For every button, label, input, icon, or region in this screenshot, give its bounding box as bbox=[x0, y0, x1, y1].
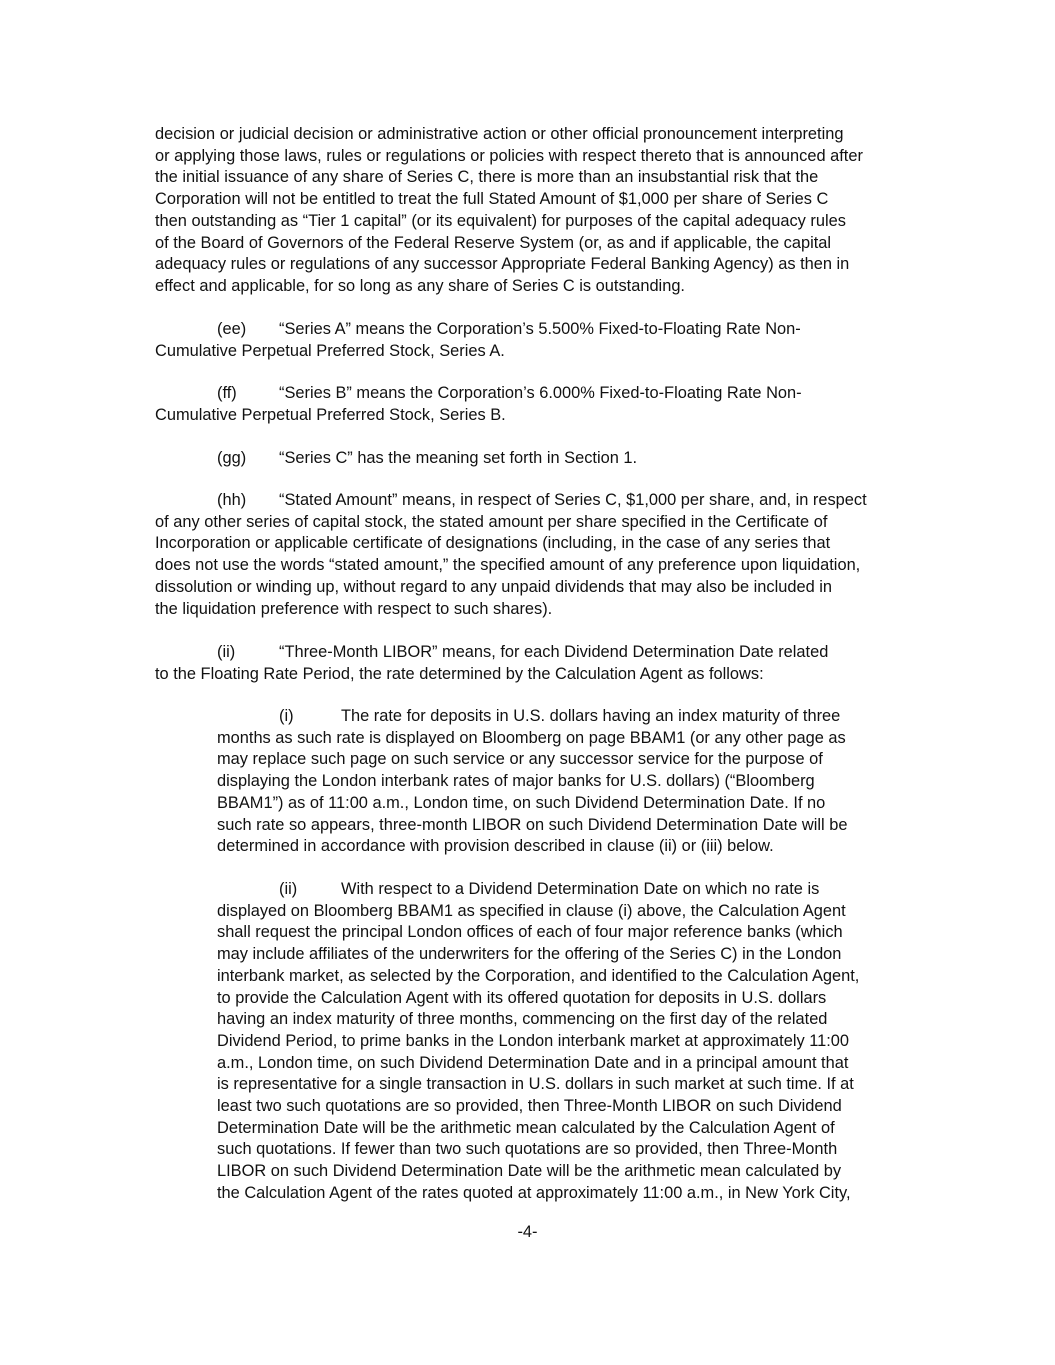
subparagraph-ii-i bbox=[217, 706, 903, 858]
paragraph-label: (hh) bbox=[217, 491, 247, 509]
text-line: Cumulative Perpetual Preferred Stock, Series B. bbox=[155, 405, 506, 424]
text-line: determined in accordance with provision described in clause (ii) or (iii) below. bbox=[217, 837, 774, 856]
text-line: displaying the London interbank rates of major banks for U.S. dollars) (“Bloomberg bbox=[217, 772, 815, 791]
text-line: having an index maturity of three months, commencing on the first day of the related bbox=[217, 1010, 828, 1029]
text-line: may include affiliates of the underwriters for the offering of the Series C) in the London bbox=[217, 945, 842, 964]
paragraph-label: (ff) bbox=[217, 384, 237, 402]
paragraph-label: (i) bbox=[279, 707, 294, 725]
text-line: interbank market, as selected by the Corporation, and identified to the Calculation Agent, bbox=[217, 966, 860, 985]
text-line: does not use the words “stated amount,” the specified amount of any preference upon liquidation, bbox=[155, 556, 861, 575]
paragraph-hh bbox=[155, 490, 903, 620]
text-line: displayed on Bloomberg BBAM1 as specified in clause (i) above, the Calculation Agent bbox=[217, 901, 846, 920]
subparagraph-ii-ii bbox=[217, 879, 903, 1205]
text-line: Determination Date will be the arithmetic mean calculated by the Calculation Agent of bbox=[217, 1118, 835, 1137]
page-number: -4- bbox=[517, 1223, 538, 1241]
text-line: shall request the principal London offices of each of four major reference banks (which bbox=[217, 923, 843, 942]
text-line: (i) The rate for deposits in U.S. dollars having an index maturity of three bbox=[217, 706, 903, 728]
paragraph-gg bbox=[155, 448, 903, 470]
text-line: is representative for a single transaction in U.S. dollars in such market at such time. If at bbox=[217, 1075, 854, 1094]
text-line: Dividend Period, to prime banks in the London interbank market at approximately 11:00 bbox=[217, 1031, 850, 1050]
text-line: decision or judicial decision or administrative action or other official pronouncement interpreting bbox=[155, 125, 844, 143]
text-line: Corporation will not be entitled to treat the full Stated Amount of $1,000 per share of Series C bbox=[155, 190, 829, 209]
text-line: (ii) “Three-Month LIBOR” means, for each Dividend Determination Date related bbox=[155, 642, 903, 664]
text-line: Cumulative Perpetual Preferred Stock, Series A. bbox=[155, 341, 505, 360]
paragraph-label: (ee) bbox=[217, 320, 247, 338]
paragraph-ff bbox=[155, 383, 903, 426]
text-line: then outstanding as “Tier 1 capital” (or its equivalent) for purposes of the capital adequacy rules bbox=[155, 211, 846, 230]
text-line: (ii) With respect to a Dividend Determination Date on which no rate is bbox=[217, 879, 903, 901]
paragraph-label: (gg) bbox=[217, 449, 247, 467]
text-line: Incorporation or applicable certificate of designations (including, in the case of any series that bbox=[155, 534, 831, 553]
text-line: (hh) “Stated Amount” means, in respect of Series C, $1,000 per share, and, in respect bbox=[155, 490, 903, 512]
text-line: least two such quotations are so provided, then Three-Month LIBOR on such Dividend bbox=[217, 1097, 842, 1116]
text-line: or applying those laws, rules or regulations or policies with respect thereto that is announced after bbox=[155, 146, 863, 165]
paragraph-ee bbox=[155, 319, 903, 362]
text-line: the initial issuance of any share of Series C, there is more than an insubstantial risk that the bbox=[155, 168, 819, 187]
text-line: may replace such page on such service or any successor service for the purpose of bbox=[217, 750, 823, 769]
text-line: such rate so appears, three-month LIBOR on such Dividend Determination Date will be bbox=[217, 815, 848, 834]
text-line: (gg) “Series C” has the meaning set forth in Section 1. bbox=[155, 448, 903, 470]
text-line: (ee) “Series A” means the Corporation’s 5.500% Fixed-to-Floating Rate Non- bbox=[155, 319, 903, 341]
text-line: the Calculation Agent of the rates quoted at approximately 11:00 a.m., in New York City, bbox=[217, 1183, 851, 1202]
paragraph-label: (ii) bbox=[279, 880, 298, 898]
text-line: effect and applicable, for so long as any share of Series C is outstanding. bbox=[155, 276, 685, 295]
text-line: to the Floating Rate Period, the rate determined by the Calculation Agent as follows: bbox=[155, 664, 764, 683]
text-line: to provide the Calculation Agent with its offered quotation for deposits in U.S. dollars bbox=[217, 988, 827, 1007]
paragraph-label: (ii) bbox=[217, 643, 236, 661]
paragraph-ii bbox=[155, 642, 903, 685]
text-line: adequacy rules or regulations of any successor Appropriate Federal Banking Agency) as then in bbox=[155, 255, 850, 274]
text-line: months as such rate is displayed on Bloomberg on page BBAM1 (or any other page as bbox=[217, 728, 846, 747]
text-line: a.m., London time, on such Dividend Determination Date and in a principal amount that bbox=[217, 1053, 849, 1072]
text-line: BBAM1”) as of 11:00 a.m., London time, on such Dividend Determination Date. If no bbox=[217, 793, 826, 812]
text-line: of any other series of capital stock, the stated amount per share specified in the Certificate of bbox=[155, 512, 828, 531]
paragraph-intro bbox=[155, 124, 903, 298]
text-line: the liquidation preference with respect to such shares). bbox=[155, 599, 553, 618]
text-line: (ff) “Series B” means the Corporation’s 6.000% Fixed-to-Floating Rate Non- bbox=[155, 383, 903, 405]
text-line: of the Board of Governors of the Federal Reserve System (or, as and if applicable, the capital bbox=[155, 233, 832, 252]
text-line: such quotations. If fewer than two such quotations are so provided, then Three-Month bbox=[217, 1140, 838, 1159]
text-line: LIBOR on such Dividend Determination Date will be the arithmetic mean calculated by bbox=[217, 1162, 842, 1181]
text-line: dissolution or winding up, without regard to any unpaid dividends that may also be included in bbox=[155, 577, 832, 596]
